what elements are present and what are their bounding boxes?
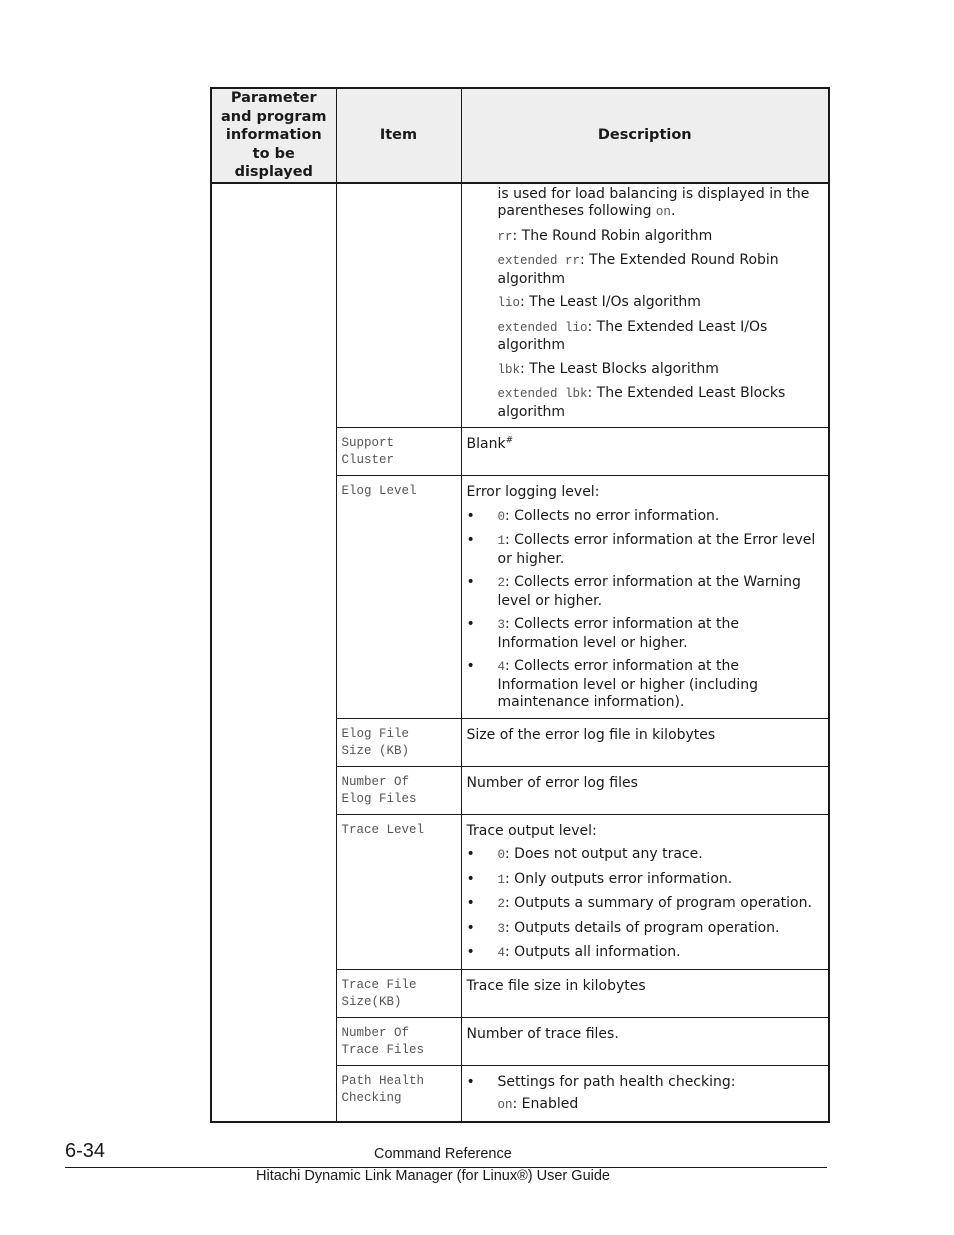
item-cell-empty: [336, 183, 461, 428]
algorithm-item: lio: The Least I/Os algorithm: [497, 294, 701, 310]
header-param: Parameter and program information to be displayed: [211, 88, 336, 183]
item-cell: Number Of Trace Files: [336, 1017, 461, 1065]
description-cell: Number of error log files: [461, 766, 829, 814]
item-cell: Elog Level: [336, 476, 461, 719]
item-cell: Support Cluster: [336, 428, 461, 476]
footer-guide-title: Hitachi Dynamic Link Manager (for Linux®) User Guide: [256, 1168, 610, 1184]
description-cell: [461, 1065, 829, 1122]
bullet-item: • 2: Collects error information at the Warning level or higher.: [467, 574, 823, 610]
bullet-item: • Settings for path health checking:: [467, 1074, 823, 1092]
bullet-item: • 0: Collects no error information.: [467, 508, 823, 527]
algorithm-item: rr: The Round Robin algorithm: [497, 227, 713, 244]
description-cell: Blank#: [461, 428, 829, 476]
algorithm-item: extended lbk: The Extended Least Blocks algorithm: [497, 385, 786, 420]
header-description: Description: [461, 88, 829, 183]
table-row-continuation: [211, 183, 829, 428]
header-item: Item: [336, 88, 461, 183]
description-cell: Trace output level: • 0: Does not output any trace. • 1: Only outputs error information. • 2: Outputs a summary of program operation. • 3: Outputs details of program operation. • 4: Outputs all information.: [461, 814, 829, 969]
bullet-item: • 1: Collects error information at the Error level or higher.: [467, 532, 823, 568]
description-cell: Number of trace files.: [461, 1017, 829, 1065]
description-cell: Size of the error log file in kilobytes: [461, 718, 829, 766]
description-cell: Error logging level: • 0: Collects no error information. • 1: Collects error information at the Error level or higher. • 2: Collects error information at the Warning level or higher. • 3: Collects error information at the Information level or higher. • 4: Collects error information at the Information level or higher (including maintenance information).: [461, 476, 829, 719]
item-cell: Path Health Checking: [336, 1065, 461, 1122]
bullet-item: • 3: Collects error information at the Information level or higher.: [467, 616, 823, 652]
bullet-item: • 4: Collects error information at the Information level or higher (including maintenance information).: [467, 658, 823, 712]
table-header-row: [211, 88, 829, 183]
bullet-item: • 1: Only outputs error information.: [467, 871, 823, 890]
item-cell: Number Of Elog Files: [336, 766, 461, 814]
bullet-item: • 4: Outputs all information.: [467, 944, 823, 963]
algorithm-item: extended rr: The Extended Round Robin algorithm: [497, 252, 779, 287]
param-cell-empty: [211, 183, 336, 1122]
item-cell: Trace File Size(KB): [336, 969, 461, 1017]
bullet-item: • 2: Outputs a summary of program operation.: [467, 895, 823, 914]
bullet-item: • 0: Does not output any trace.: [467, 846, 823, 865]
description-cell: [461, 183, 829, 428]
description-cell: Trace file size in kilobytes: [461, 969, 829, 1017]
item-cell: Trace Level: [336, 814, 461, 969]
bullet-item: • 3: Outputs details of program operation.: [467, 920, 823, 939]
footnote-mark: #: [505, 435, 514, 446]
sub-item: on: Enabled: [497, 1096, 579, 1112]
algorithm-item: lbk: The Least Blocks algorithm: [497, 360, 719, 377]
continuation-intro: is used for load balancing is displayed in the parentheses following on.: [497, 185, 810, 219]
parameter-table: [210, 87, 830, 1123]
footer-section-title: Command Reference: [374, 1146, 512, 1162]
algorithm-item: extended lio: The Extended Least I/Os algorithm: [497, 318, 768, 353]
page-number: 6-34: [65, 1140, 106, 1162]
item-cell: Elog File Size (KB): [336, 718, 461, 766]
